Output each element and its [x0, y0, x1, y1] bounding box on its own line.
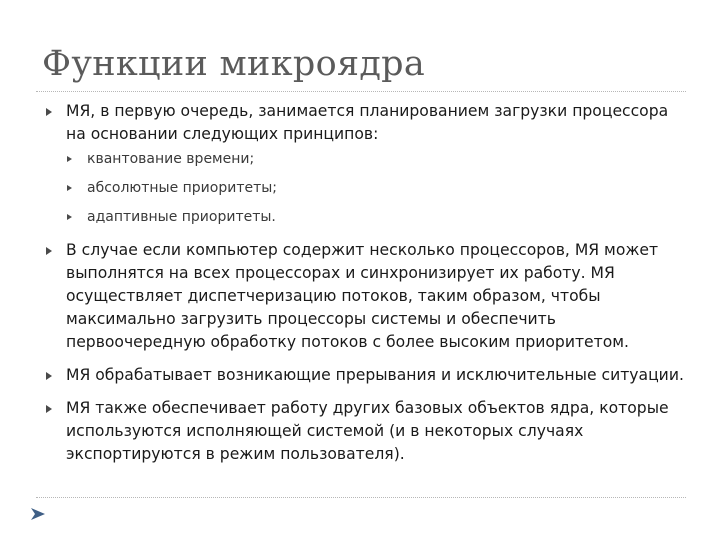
bullet-text: МЯ обрабатывает возникающие прерывания и исключительные ситуации. [66, 366, 684, 384]
slide-title: Функции микроядра [42, 44, 426, 84]
slide-nav-arrow-icon[interactable] [29, 505, 47, 523]
sub-bullet-text: квантование времени; [87, 151, 255, 167]
triangle-right-icon [46, 247, 52, 255]
triangle-right-icon [67, 185, 72, 191]
triangle-right-icon [46, 108, 52, 116]
bullet-text: МЯ, в первую очередь, занимается планированием загрузки процессора на основании следующих принципов: [66, 102, 669, 143]
title-divider [36, 91, 686, 92]
bullet-item [44, 397, 684, 466]
sub-bullet-text: адаптивные приоритеты. [87, 209, 276, 225]
triangle-right-icon [46, 405, 52, 413]
bullet-text: В случае если компьютер содержит несколько процессоров, МЯ может выполнятся на всех процессорах и синхронизирует их работу. МЯ осуществляет диспетчеризацию потоков, таким образом, чтобы максимально загрузить процессоры системы и обеспечить первоочередную обработку потоков с более высоким приоритетом. [66, 241, 659, 351]
bullet-item [44, 239, 684, 354]
sub-bullet-text: абсолютные приоритеты; [87, 180, 278, 196]
triangle-right-icon [67, 156, 72, 162]
triangle-right-icon [67, 214, 72, 220]
bullet-text: МЯ также обеспечивает работу других базовых объектов ядра, которые используются исполняющей системой (и в некоторых случаях экспортируются в режим пользователя). [66, 399, 669, 463]
bullet-item [44, 364, 684, 387]
footer-divider [36, 497, 686, 498]
bullet-item [44, 100, 684, 146]
sub-bullet-list [65, 149, 684, 227]
sub-bullet-item [65, 207, 684, 227]
sub-bullet-item [65, 149, 684, 169]
triangle-right-icon [46, 372, 52, 380]
slide-content [44, 100, 684, 466]
sub-bullet-item [65, 178, 684, 198]
